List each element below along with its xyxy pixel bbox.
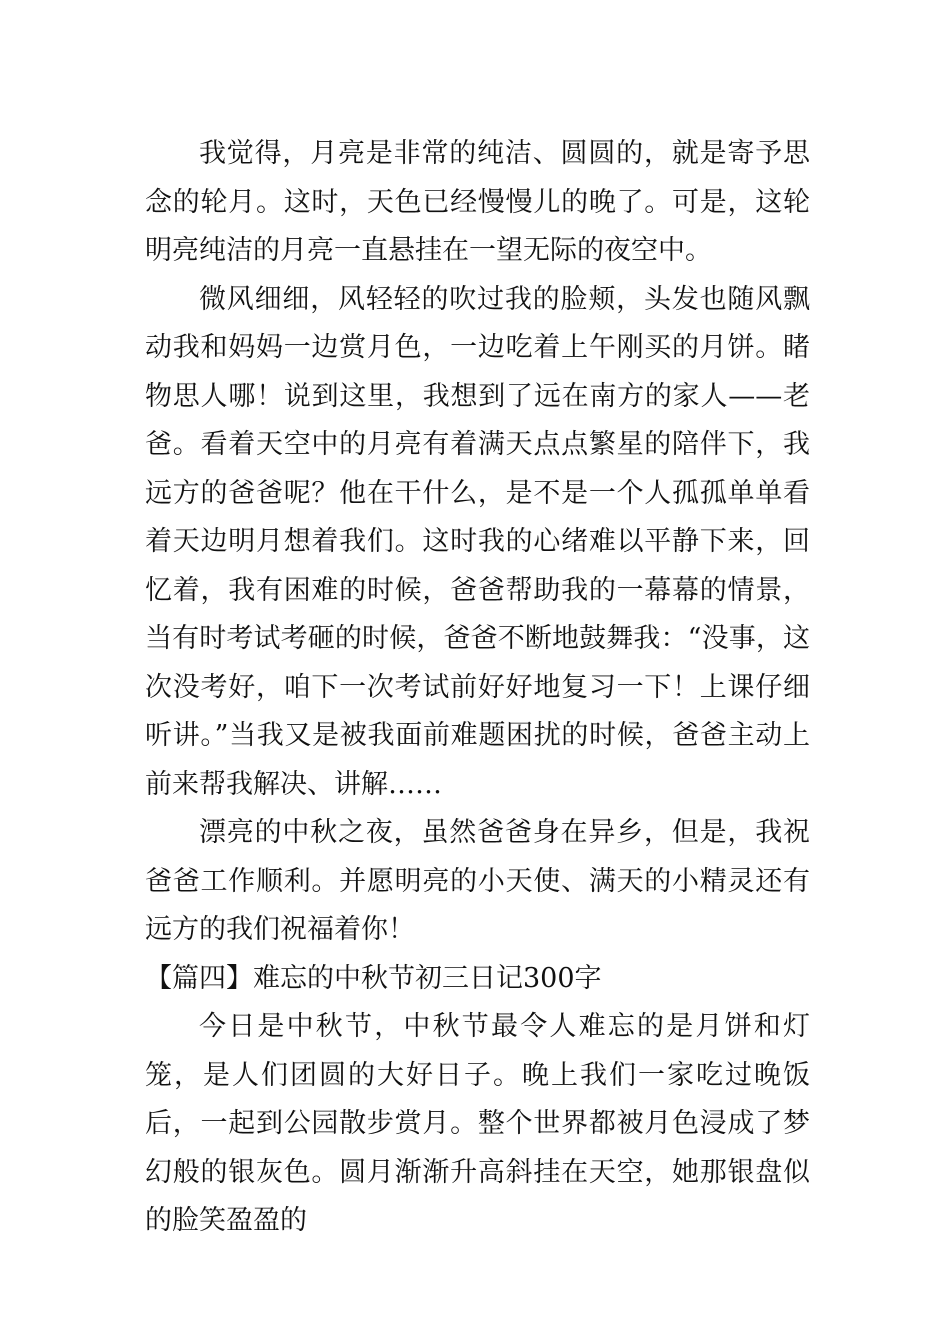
paragraph: 今日是中秋节，中秋节最令人难忘的是月饼和灯笼，是人们团圆的大好日子。晚上我们一家吃过晚饭后，一起到公园散步赏月。整个世界都被月色浸成了梦幻般的银灰色。圆月渐渐升高斜挂在天空，她那银盘似的脸笑盈盈的	[145, 1011, 810, 1236]
paragraph: 漂亮的中秋之夜，虽然爸爸身在异乡，但是，我祝爸爸工作顺利。并愿明亮的小天使、满天的小精灵还有远方的我们祝福着你！	[145, 817, 810, 945]
document-body	[145, 130, 810, 1246]
section-heading: 【篇四】难忘的中秋节初三日记300字	[145, 962, 602, 994]
paragraph: 微风细细，风轻轻的吹过我的脸颊，头发也随风飘动我和妈妈一边赏月色，一边吃着上午刚买的月饼。睹物思人哪！说到这里，我想到了远在南方的家人——老爸。看着天空中的月亮有着满天点点繁星的陪伴下，我远方的爸爸呢？他在干什么，是不是一个人孤孤单单看着天边明月想着我们。这时我的心绪难以平静下来，回忆着，我有困难的时候，爸爸帮助我的一幕幕的情景，当有时考试考砸的时候，爸爸不断地鼓舞我：“没事，这次没考好，咱下一次考试前好好地复习一下！上课仔细听讲。”当我又是被我面前难题困扰的时候，爸爸主动上前来帮我解决、讲解……	[145, 283, 810, 800]
paragraph: 我觉得，月亮是非常的纯洁、圆圆的，就是寄予思念的轮月。这时，天色已经慢慢儿的晚了。可是，这轮明亮纯洁的月亮一直悬挂在一望无际的夜空中。	[145, 138, 810, 266]
